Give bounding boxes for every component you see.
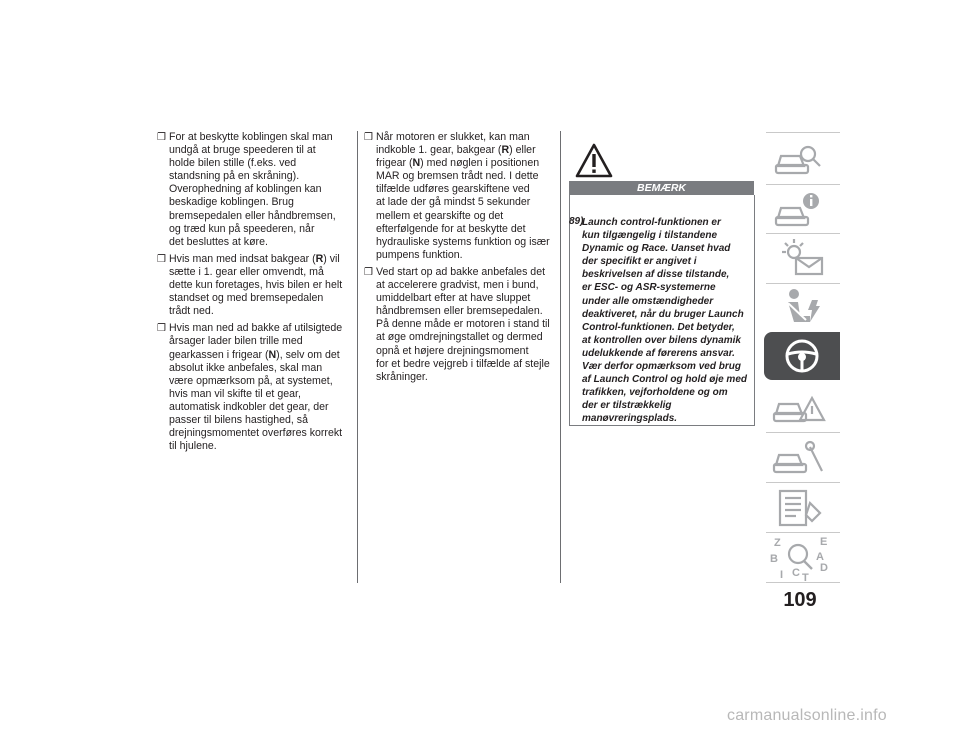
text-segment: For at beskytte koblingen skal man undgå at bruge speederen til at holde bilen stille (f.eks. ved standsning på en skråning). Overophedning af koblingen kan beskadige koblingen. Brug bremsepedalen eller håndbremsen, og træd kun på speederen, når det besluttes at køre. bbox=[169, 131, 336, 248]
column-1 bbox=[157, 131, 349, 457]
index-letter: A bbox=[816, 551, 824, 563]
index-letter: T bbox=[802, 572, 809, 582]
index-letter: I bbox=[780, 569, 784, 581]
car-wrench-icon bbox=[766, 435, 838, 481]
tab-divider bbox=[766, 482, 840, 483]
tab-maintenance[interactable] bbox=[766, 435, 838, 481]
watermark: carmanualsonline.info bbox=[727, 707, 887, 724]
alphabetical-index-icon bbox=[766, 534, 838, 582]
car-crash-warning-icon bbox=[766, 384, 838, 430]
document-list-icon bbox=[766, 485, 838, 531]
note-heading: BEMÆRK bbox=[569, 181, 754, 195]
column-2 bbox=[364, 131, 554, 388]
car-search-icon bbox=[766, 136, 838, 182]
column-divider bbox=[357, 131, 358, 583]
bullet-checkbox-icon: ❒ bbox=[157, 253, 166, 265]
tab-index[interactable] bbox=[766, 534, 838, 582]
tab-technical-data[interactable] bbox=[766, 485, 838, 531]
text-segment: ), selv om det absolut ikke anbefales, skal man være opmærksom på, at systemet, hvis man vil skifte til et gear, automatisk indkobler det gear, der passer til bilens hastighed, så drejningsmomentet overføres korrekt til hjulene. bbox=[169, 348, 343, 453]
index-letter: E bbox=[820, 536, 828, 548]
bullet-checkbox-icon: ❒ bbox=[364, 132, 373, 143]
gear-letter: R bbox=[315, 252, 324, 265]
index-letter: D bbox=[820, 562, 828, 574]
bullet-checkbox-icon: ❒ bbox=[157, 323, 166, 335]
bullet-item bbox=[157, 253, 349, 318]
tab-emergency[interactable] bbox=[766, 384, 838, 430]
bullet-text bbox=[169, 131, 349, 249]
bullet-text bbox=[169, 322, 349, 453]
tab-divider bbox=[766, 432, 840, 433]
page-number: 109 bbox=[783, 589, 817, 611]
bullet-text bbox=[376, 266, 554, 384]
tab-car-search[interactable] bbox=[766, 136, 838, 182]
bullet-item bbox=[364, 131, 554, 262]
text-segment: ) vil sætte i 1. gear eller omvendt, må dette kun foretages, hvis bilen er helt standset og med bremsepedalen trådt ned. bbox=[169, 252, 343, 318]
bullet-item bbox=[364, 266, 554, 384]
index-letter: B bbox=[770, 553, 778, 565]
tab-warning-lights[interactable] bbox=[766, 236, 838, 282]
tab-divider bbox=[766, 582, 840, 583]
tab-safety[interactable] bbox=[766, 286, 838, 332]
tab-divider bbox=[766, 132, 840, 133]
seated-person-seatbelt-icon bbox=[766, 286, 838, 332]
bullet-text bbox=[376, 131, 554, 262]
gear-letter: R bbox=[501, 144, 510, 157]
tab-divider bbox=[766, 283, 840, 284]
bullet-checkbox-icon: ❒ bbox=[157, 132, 166, 143]
index-letter: Z bbox=[774, 537, 781, 549]
text-segment: ) med nøglen i positionen MAR og bremsen trådt ned. I dette tilfælde udføres gearskiftene ved at lade der gå mindst 5 sekunder mellem et gearskifte og det efterfølgende for at beskytte det hydrauliske systems funktion og især pumpens funktion. bbox=[376, 157, 550, 261]
column-divider bbox=[560, 131, 561, 583]
warning-triangle-icon bbox=[574, 142, 614, 180]
tab-starting-driving[interactable] bbox=[764, 332, 840, 380]
text-segment: Når motoren er slukket, kan man indkoble 1. gear, bakgear ( bbox=[376, 131, 530, 157]
note-text: Launch control-funktionen er kun tilgængelig i tilstandene Dynamic og Race. Uanset hvad der specifikt er angivet i beskrivelsen af disse tilstande, er ESC- og ASR-systemerne under alle omstændigheder deaktiveret, når du bruger Launch Control-funktionen. Det betyder, at kontrollen over bilens dynamik udelukkende af førerens ansvar. Vær derfor opmærksom ved brug af Launch Control og hold øje med trafikken, vejforholdene og om der er tilstrækkelig manøvreringsplads. bbox=[582, 217, 747, 425]
bullet-item bbox=[157, 322, 349, 453]
text-segment: Hvis man med indsat bakgear ( bbox=[169, 252, 316, 265]
text-segment: Hvis man ned ad bakke af utilsigtede årsager lader bilen trille med gearkassen i frigear ( bbox=[169, 322, 343, 361]
car-info-icon bbox=[766, 186, 838, 232]
tab-divider bbox=[766, 184, 840, 185]
gear-letter: N bbox=[412, 157, 421, 170]
gear-letter: N bbox=[268, 348, 277, 361]
tab-car-info[interactable] bbox=[766, 186, 838, 232]
text-segment: Ved start op ad bakke anbefales det at accelerere gradvist, men i bund, umiddelbart efter at have sluppet håndbremsen eller bremsepedalen. På denne måde er motoren i stand til at øge omdrejningstallet og dermed opnå et højere drejningsmoment for et bedre vejgreb i tilfælde af stejle skråninger. bbox=[376, 265, 550, 383]
bullet-checkbox-icon: ❒ bbox=[364, 266, 373, 278]
bullet-text bbox=[169, 253, 349, 318]
tab-divider bbox=[766, 233, 840, 234]
warning-light-envelope-icon bbox=[766, 236, 838, 282]
bullet-item bbox=[157, 131, 349, 249]
tab-divider bbox=[766, 532, 840, 533]
note-number: 89) bbox=[569, 216, 584, 227]
index-letter: C bbox=[792, 567, 800, 579]
steering-wheel-icon bbox=[764, 332, 840, 380]
text-segment: ) eller frigear ( bbox=[376, 144, 536, 170]
